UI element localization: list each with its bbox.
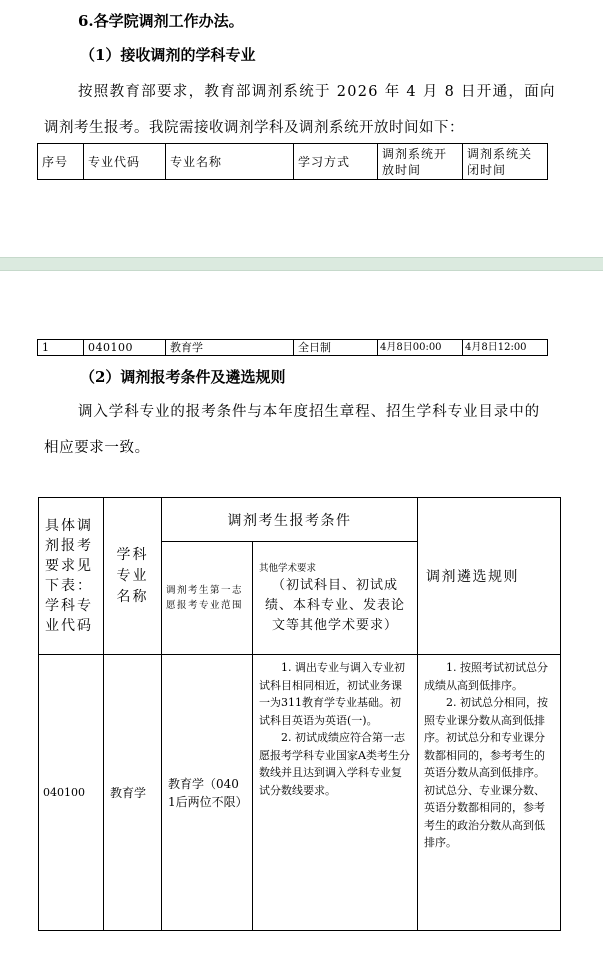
cell-name: 教育学 — [166, 340, 294, 356]
subject-table-header — [37, 143, 548, 180]
section1-paragraph-line2: 调剂考生报考。我院需接收调剂学科及调剂系统开放时间如下： — [44, 120, 464, 136]
table-row — [38, 340, 548, 356]
header-subject-code: 具体调剂报考要求见下表：学科专业代码 — [39, 498, 104, 655]
header-academic-small: 其他学术要求 — [259, 563, 317, 574]
academic-requirement-2: 2. 初试成绩应符合第一志愿报考学科专业国家A类考生分数线并且达到调入学科专业复试分数线要求。 — [259, 731, 410, 797]
section1-paragraph-line1: 按照教育部要求，教育部调剂系统于 2026 年 4 月 8 日开通，面向 — [78, 84, 556, 100]
header-close-time: 调剂系统关闭时间 — [463, 144, 548, 180]
row-selection-rules — [418, 655, 561, 931]
header-conditions-group: 调剂考生报考条件 — [162, 498, 418, 542]
header-seq: 序号 — [38, 144, 84, 180]
header-subject-name: 学科专业名称 — [104, 498, 162, 655]
section2-title: （2）调剂报考条件及遴选规则 — [80, 368, 286, 386]
section-heading-6: 6.各学院调剂工作办法。 — [78, 12, 244, 30]
table-row — [39, 655, 561, 931]
section2-paragraph-line1: 调入学科专业的报考条件与本年度招生章程、招生学科专业目录中的 — [78, 404, 540, 420]
header-code: 专业代码 — [84, 144, 166, 180]
cell-open-time: 4月8日00:00 — [378, 340, 463, 356]
header-open-time: 调剂系统开放时间 — [378, 144, 463, 180]
page-break-separator — [0, 257, 603, 271]
row-name: 教育学 — [104, 655, 162, 931]
section2-paragraph-line2: 相应要求一致。 — [44, 440, 150, 456]
selection-rule-2: 2. 初试总分相同，按照专业课分数从高到低排序。初试总分和专业课分数都相同的，参考考生的英语分数从高到低排序。初试总分、专业课分数、英语分数都相同的，参考考生的政治分数从高到低排序。 — [424, 696, 548, 849]
requirements-table — [38, 497, 561, 931]
row-academic-requirements — [253, 655, 418, 931]
header-academic-detail: （初试科目、初试成绩、本科专业、发表论文等其他学术要求） — [264, 578, 405, 633]
cell-code: 040100 — [84, 340, 166, 356]
header-first-choice-range: 调剂考生第一志愿报考专业范围 — [162, 542, 253, 655]
subject-table-row — [37, 339, 548, 356]
section1-title: （1）接收调剂的学科专业 — [80, 46, 256, 64]
row-first-choice-range: 教育学（0401后两位不限） — [162, 655, 253, 931]
cell-seq: 1 — [38, 340, 84, 356]
header-selection-rules: 调剂遴选规则 — [418, 498, 561, 655]
academic-requirement-1: 1. 调出专业与调入专业初试科目相同相近，初试业务课一为311教育学专业基础。初试科目英语为英语(一)。 — [259, 661, 405, 727]
selection-rule-1: 1. 按照考试初试总分成绩从高到低排序。 — [424, 661, 548, 692]
header-mode: 学习方式 — [294, 144, 378, 180]
row-code: 040100 — [39, 655, 104, 931]
cell-mode: 全日制 — [294, 340, 378, 356]
cell-close-time: 4月8日12:00 — [463, 340, 548, 356]
header-name: 专业名称 — [166, 144, 294, 180]
